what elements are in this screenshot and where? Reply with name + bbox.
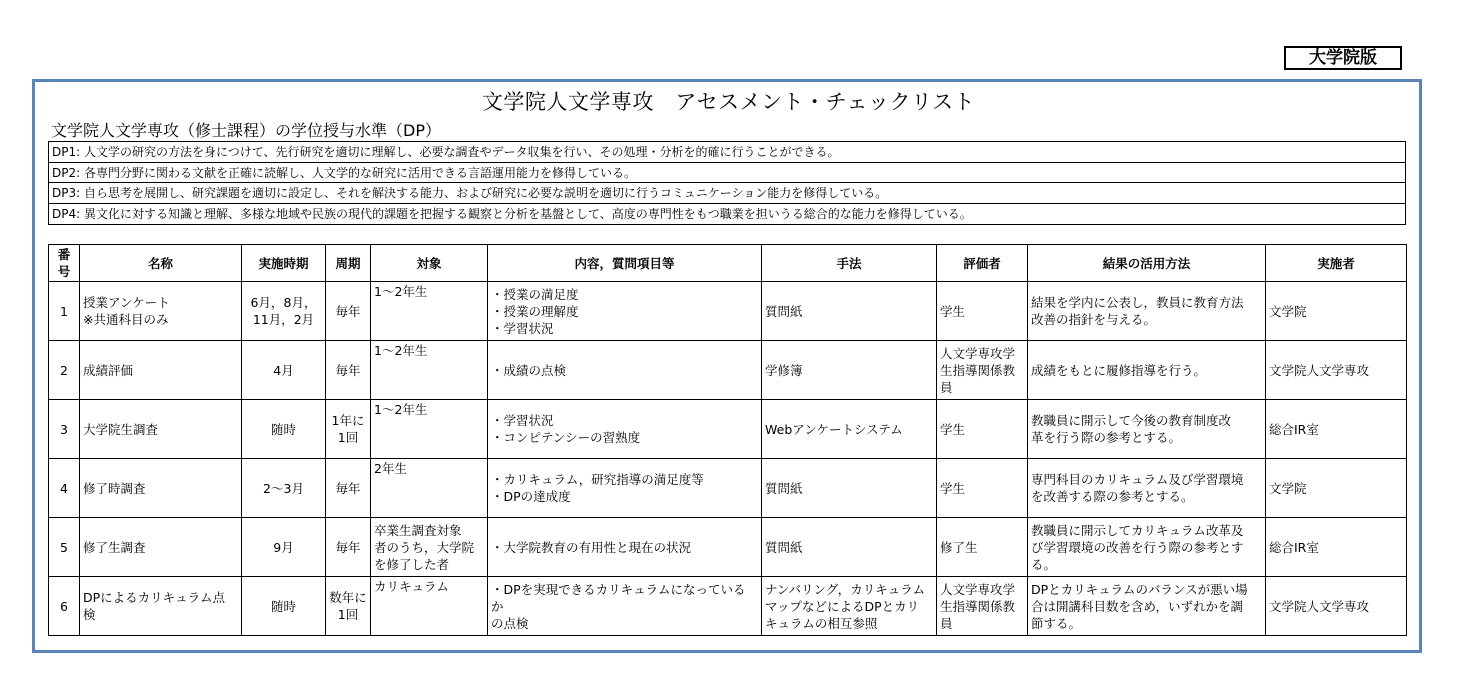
cell-line: 成績評価 — [83, 362, 134, 378]
table-row — [49, 459, 1407, 518]
cell-evaluator — [937, 400, 1028, 459]
cell-timing — [242, 459, 326, 518]
cell-content — [488, 459, 762, 518]
cell-cycle — [326, 577, 371, 636]
cell-usage — [1028, 282, 1266, 341]
cell-target — [371, 341, 488, 400]
cell-evaluator — [937, 282, 1028, 341]
header-evaluator: 評価者 — [937, 245, 1028, 282]
cell-target — [371, 577, 488, 636]
assessment-table — [48, 244, 1407, 636]
cell-line: 文学院 — [1269, 303, 1307, 319]
cell-number: 5 — [49, 518, 80, 577]
cell-line: 1～2年生 — [374, 284, 428, 299]
cell-line: 学生 — [940, 421, 966, 437]
cell-name — [80, 518, 242, 577]
cell-line: ※共通科目のみ — [83, 312, 169, 327]
cell-line: DPとカリキュラムのバランスが悪い場 — [1031, 581, 1248, 597]
cell-line: る。 — [1031, 556, 1057, 572]
cell-timing — [242, 577, 326, 636]
cell-line: 随時 — [270, 421, 296, 437]
cell-line: ・カリキュラム，研究指導の満足度等 — [491, 472, 704, 487]
dp-item: DP3: 自ら思考を展開し、研究課題を適切に設定し、それを解決する能力、および研究に必要な説明を適切に行うコミュニケーション能力を修得している。 — [49, 183, 1405, 204]
dp-item: DP2: 各専門分野に関わる文献を正確に読解し、人文学的な研究に活用できる言語運用能力を修得している。 — [49, 163, 1405, 184]
cell-name — [80, 282, 242, 341]
cell-target — [371, 282, 488, 341]
header-implementer: 実施者 — [1266, 245, 1407, 282]
cell-cycle — [326, 459, 371, 518]
cell-content — [488, 577, 762, 636]
dp-heading: 文学院人文学専攻（修士課程）の学位授与水準（DP） — [51, 121, 441, 140]
cell-number: 1 — [49, 282, 80, 341]
page-title: 文学院人文学専攻 アセスメント・チェックリスト — [481, 90, 976, 114]
cell-content — [488, 400, 762, 459]
cell-evaluator — [937, 459, 1028, 518]
cell-method — [762, 400, 937, 459]
cell-line: 改善の指針を与える。 — [1031, 312, 1157, 327]
cell-target — [371, 400, 488, 459]
cell-line: び学習環境の改善を行う際の参考とす — [1031, 539, 1244, 555]
cell-line: 1～2年生 — [374, 343, 428, 358]
cell-line: 人文学専攻学 — [940, 345, 1016, 361]
cell-line: 数年に — [329, 590, 367, 605]
cell-line: ・授業の理解度 — [491, 303, 579, 319]
cell-cycle — [326, 518, 371, 577]
cell-method — [762, 282, 937, 341]
cell-number: 4 — [49, 459, 80, 518]
cell-line: マップなどによるDPとカリ — [765, 598, 920, 614]
dp-item: DP1: 人文学の研究の方法を身につけて、先行研究を適切に理解し、必要な調査やデータ収集を行い、その処理・分析を的確に行うことができる。 — [49, 142, 1405, 163]
cell-implementer — [1266, 282, 1407, 341]
cell-usage — [1028, 577, 1266, 636]
cell-line: 合は開講科目数を含め，いずれかを調 — [1031, 598, 1244, 614]
cell-implementer — [1266, 341, 1407, 400]
cell-line: 生指導関係教 — [940, 598, 1016, 614]
dp-item: DP4: 異文化に対する知識と理解、多様な地域や民族の現代的課題を把握する観察と分析を基盤として、高度の専門性をもつ職業を担いうる総合的な能力を修得している。 — [52, 206, 972, 221]
cell-timing — [242, 400, 326, 459]
cell-line: キュラムの相互参照 — [765, 615, 878, 631]
cell-line: 人文学専攻学 — [940, 581, 1016, 597]
cell-line: ・コンピテンシーの習熟度 — [491, 430, 641, 445]
cell-line: 修了生調査 — [83, 539, 146, 555]
cell-line: ・大学院教育の有用性と現在の状況 — [491, 539, 692, 555]
table-row — [49, 518, 1407, 577]
cell-timing — [242, 518, 326, 577]
header-number: 番号 — [49, 245, 80, 282]
cell-line: 随時 — [270, 598, 296, 614]
cell-line: 卒業生調査対象 — [374, 522, 462, 538]
cell-line: ・DPを実現できるカリキュラムになっているか — [491, 581, 746, 614]
cell-usage — [1028, 341, 1266, 400]
cell-line: 文学院人文学専攻 — [1269, 362, 1370, 378]
header-usage: 結果の活用方法 — [1028, 245, 1266, 282]
cell-content — [488, 282, 762, 341]
cell-target — [371, 518, 488, 577]
cell-implementer — [1266, 518, 1407, 577]
version-badge: 大学院版 — [1284, 46, 1402, 70]
cell-line: ・成績の点検 — [491, 362, 567, 378]
cell-cycle — [326, 282, 371, 341]
cell-line: 質問紙 — [765, 303, 803, 319]
table-row — [49, 577, 1407, 636]
cell-line: 総合IR室 — [1269, 421, 1319, 437]
cell-implementer — [1266, 577, 1407, 636]
header-cycle: 周期 — [326, 245, 371, 282]
cell-target — [371, 459, 488, 518]
cell-evaluator — [937, 518, 1028, 577]
cell-line: 学生 — [940, 303, 966, 319]
cell-timing — [242, 282, 326, 341]
cell-method — [762, 459, 937, 518]
cell-method — [762, 518, 937, 577]
cell-line: 員 — [940, 615, 953, 631]
cell-line: 毎年 — [335, 303, 361, 319]
cell-line: 員 — [940, 379, 953, 395]
cell-line: 学修簿 — [765, 362, 803, 378]
cell-usage — [1028, 459, 1266, 518]
cell-content — [488, 518, 762, 577]
cell-line: 毎年 — [335, 539, 361, 555]
cell-line: の点検 — [491, 615, 529, 631]
cell-number: 6 — [49, 577, 80, 636]
cell-line: 総合IR室 — [1269, 539, 1319, 555]
cell-line: 検 — [83, 607, 96, 622]
table-row — [49, 282, 1407, 341]
cell-line: 革を行う際の参考とする。 — [1031, 430, 1182, 445]
cell-method — [762, 577, 937, 636]
cell-number: 2 — [49, 341, 80, 400]
cell-line: 2年生 — [374, 461, 407, 476]
cell-usage — [1028, 518, 1266, 577]
table-row — [49, 341, 1407, 400]
cell-number: 3 — [49, 400, 80, 459]
header-content: 内容，質問項目等 — [488, 245, 762, 282]
cell-line: ・学習状況 — [491, 413, 554, 428]
cell-line: 教職員に開示して今後の教育制度改 — [1031, 413, 1232, 428]
table-header-row — [49, 245, 1407, 282]
header-method: 手法 — [762, 245, 937, 282]
cell-line: ・DPの達成度 — [491, 489, 571, 504]
dp-list — [48, 141, 1406, 225]
cell-name — [80, 400, 242, 459]
cell-line: 1年に — [331, 413, 365, 428]
cell-line: 文学院 — [1269, 480, 1307, 496]
cell-line: 節する。 — [1031, 615, 1082, 631]
cell-line: 4月 — [273, 362, 294, 378]
cell-line: を修了した者 — [374, 556, 450, 572]
cell-line: 11月，2月 — [252, 312, 315, 327]
cell-line: ・学習状況 — [491, 320, 554, 336]
cell-implementer — [1266, 400, 1407, 459]
cell-line: 専門科目のカリキュラム及び学習環境 — [1031, 472, 1244, 487]
cell-line: 教職員に開示してカリキュラム改革及 — [1031, 522, 1244, 538]
cell-line: カリキュラム — [374, 579, 449, 594]
cell-line: DPによるカリキュラム点 — [83, 590, 226, 605]
cell-name — [80, 341, 242, 400]
cell-line: 授業アンケート — [83, 295, 170, 310]
cell-line: 大学院生調査 — [83, 421, 159, 437]
cell-cycle — [326, 400, 371, 459]
cell-line: 1～2年生 — [374, 402, 428, 417]
cell-line: 9月 — [273, 539, 294, 555]
cell-line: ・授業の満足度 — [491, 286, 579, 302]
cell-line: ナンバリング，カリキュラム — [765, 581, 926, 597]
cell-name — [80, 577, 242, 636]
cell-evaluator — [937, 341, 1028, 400]
cell-line: 学生 — [940, 480, 966, 496]
cell-line: 毎年 — [335, 480, 361, 496]
header-target: 対象 — [371, 245, 488, 282]
header-timing: 実施時期 — [242, 245, 326, 282]
cell-line: 毎年 — [335, 362, 361, 378]
cell-line: 1回 — [337, 607, 359, 622]
cell-implementer — [1266, 459, 1407, 518]
cell-line: 修了時調査 — [83, 480, 146, 496]
cell-line: Webアンケートシステム — [765, 421, 903, 437]
cell-line: 質問紙 — [765, 539, 803, 555]
cell-line: 質問紙 — [765, 480, 803, 496]
cell-line: 者のうち，大学院 — [374, 539, 475, 555]
cell-method — [762, 341, 937, 400]
cell-line: 1回 — [337, 430, 359, 445]
header-name: 名称 — [80, 245, 242, 282]
cell-content — [488, 341, 762, 400]
cell-line: 成績をもとに履修指導を行う。 — [1031, 362, 1207, 378]
cell-line: 6月，8月， — [250, 295, 317, 310]
cell-line: 生指導関係教 — [940, 362, 1016, 378]
cell-line: を改善する際の参考とする。 — [1031, 489, 1194, 504]
cell-usage — [1028, 400, 1266, 459]
cell-cycle — [326, 341, 371, 400]
cell-evaluator — [937, 577, 1028, 636]
cell-name — [80, 459, 242, 518]
cell-line: 修了生 — [940, 539, 978, 555]
table-row — [49, 400, 1407, 459]
cell-line: 文学院人文学専攻 — [1269, 598, 1370, 614]
cell-timing — [242, 341, 326, 400]
cell-line: 2～3月 — [263, 480, 304, 496]
cell-line: 結果を学内に公表し，教員に教育方法 — [1031, 295, 1244, 310]
